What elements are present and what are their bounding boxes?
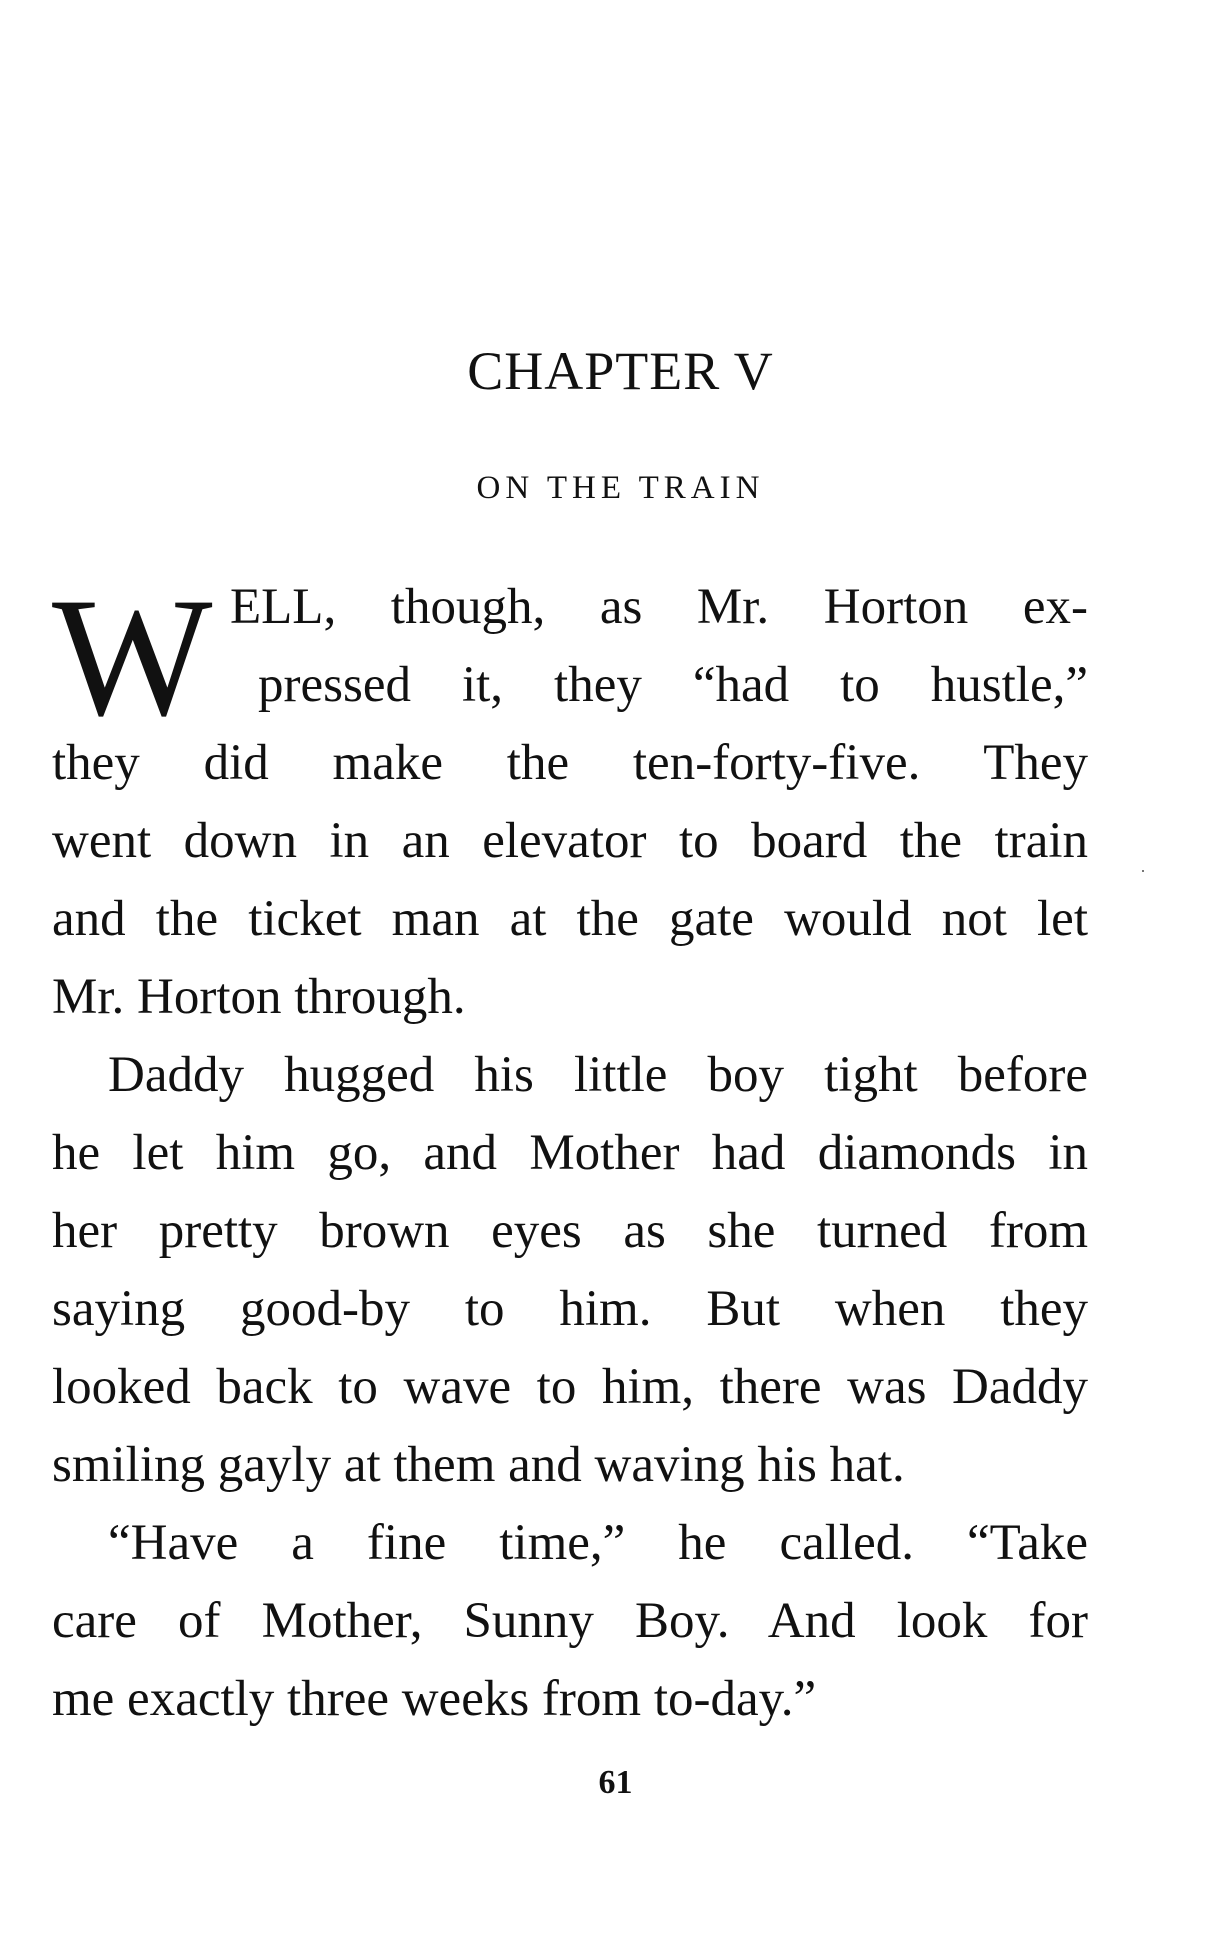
text-line: smiling gayly at them and waving his hat. xyxy=(52,1437,905,1493)
text-line: pressed it, they “had to hustle,” xyxy=(258,657,1088,713)
chapter-subtitle: ON THE TRAIN xyxy=(476,470,765,506)
text-line: me exactly three weeks from to-day.” xyxy=(52,1671,817,1727)
chapter-title: CHAPTER V xyxy=(467,341,774,401)
text-line: went down in an elevator to board the train xyxy=(52,813,1088,869)
text-line: “Have a fine time,” he called. “Take xyxy=(108,1515,1088,1571)
page-number: 61 xyxy=(598,1764,633,1801)
text-line: he let him go, and Mother had diamonds in xyxy=(52,1125,1088,1181)
drop-cap: W xyxy=(52,563,213,751)
text-line: Mr. Horton through. xyxy=(52,969,466,1025)
body-text xyxy=(52,563,1088,1738)
text-line: ELL, though, as Mr. Horton ex- xyxy=(230,579,1088,635)
text-line: saying good-by to him. But when they xyxy=(52,1281,1088,1337)
text-line: they did make the ten-forty-five. They xyxy=(52,735,1088,791)
text-line: and the ticket man at the gate would not let xyxy=(52,891,1088,947)
text-line: Daddy hugged his little boy tight before xyxy=(108,1047,1088,1103)
text-line: her pretty brown eyes as she turned from xyxy=(52,1203,1088,1259)
print-speck xyxy=(1142,870,1144,872)
text-line: looked back to wave to him, there was Daddy xyxy=(52,1359,1088,1415)
text-line: care of Mother, Sunny Boy. And look for xyxy=(52,1593,1088,1649)
